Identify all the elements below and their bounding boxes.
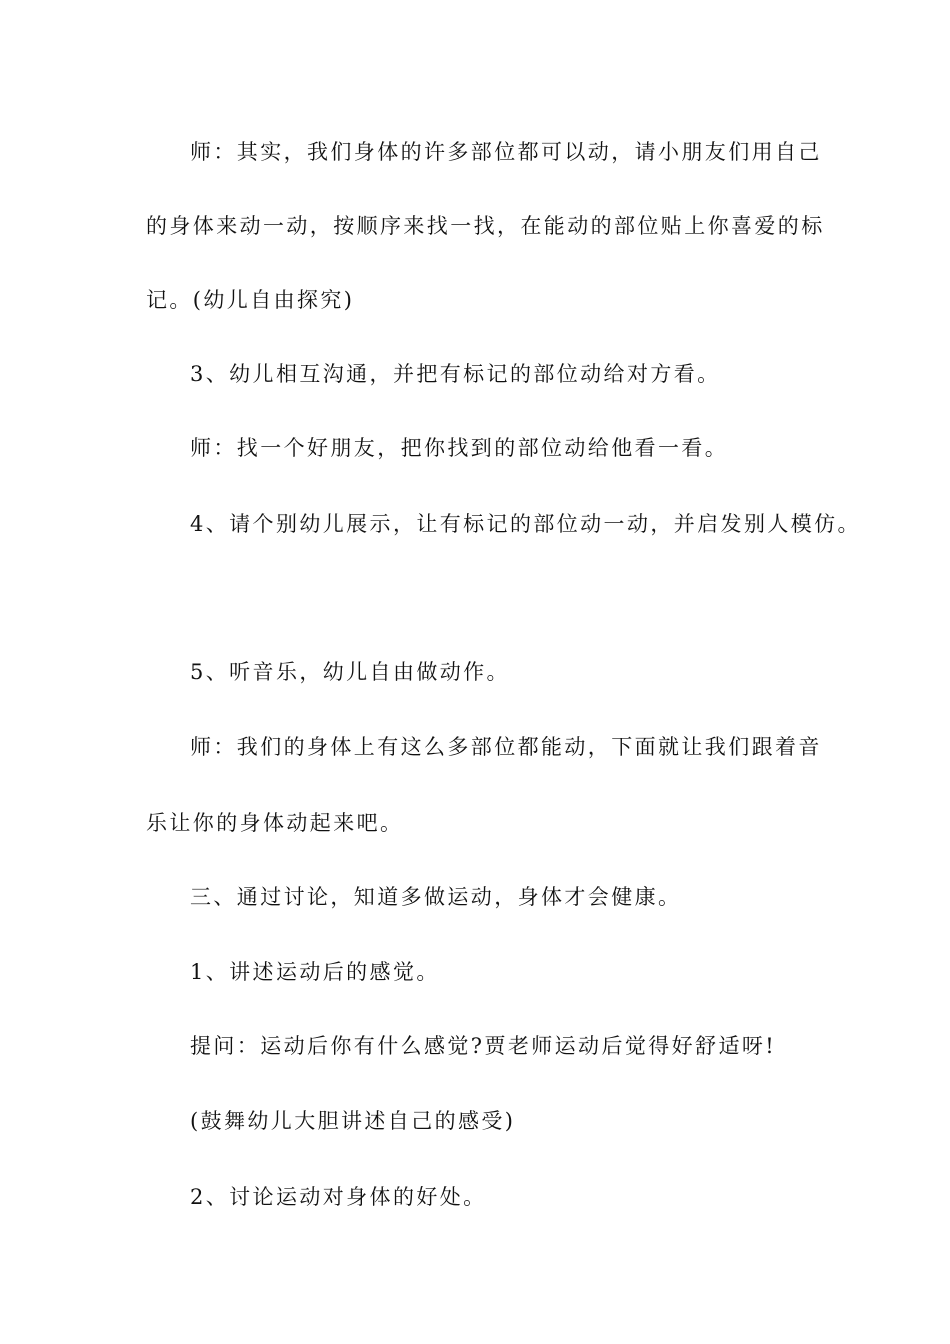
paragraph-line: 师：其实，我们身体的许多部位都可以动，请小朋友们用自己	[190, 140, 822, 164]
paragraph-line: (鼓舞幼儿大胆讲述自己的感受)	[190, 1109, 516, 1133]
paragraph-line: 的身体来动一动，按顺序来找一找，在能动的部位贴上你喜爱的标	[146, 214, 825, 238]
paragraph-line: 三、通过讨论，知道多做运动，身体才会健康。	[190, 885, 682, 909]
paragraph-line: 2、讨论运动对身体的好处。	[190, 1185, 487, 1209]
paragraph-line: 乐让你的身体动起来吧。	[146, 811, 404, 835]
paragraph-line: 4、请个别幼儿展示，让有标记的部位动一动，并启发别人模仿。	[190, 512, 861, 536]
paragraph-line: 1、讲述运动后的感觉。	[190, 960, 440, 984]
paragraph-line: 记。(幼儿自由探究)	[146, 288, 355, 312]
paragraph-line: 3、幼儿相互沟通，并把有标记的部位动给对方看。	[190, 362, 721, 386]
paragraph-line: 师：找一个好朋友，把你找到的部位动给他看一看。	[190, 436, 729, 460]
paragraph-line: 5、听音乐，幼儿自由做动作。	[190, 660, 510, 684]
paragraph-line: 师：我们的身体上有这么多部位都能动，下面就让我们跟着音	[190, 735, 822, 759]
paragraph-line: 提问：运动后你有什么感觉?贾老师运动后觉得好舒适呀!	[190, 1034, 777, 1058]
